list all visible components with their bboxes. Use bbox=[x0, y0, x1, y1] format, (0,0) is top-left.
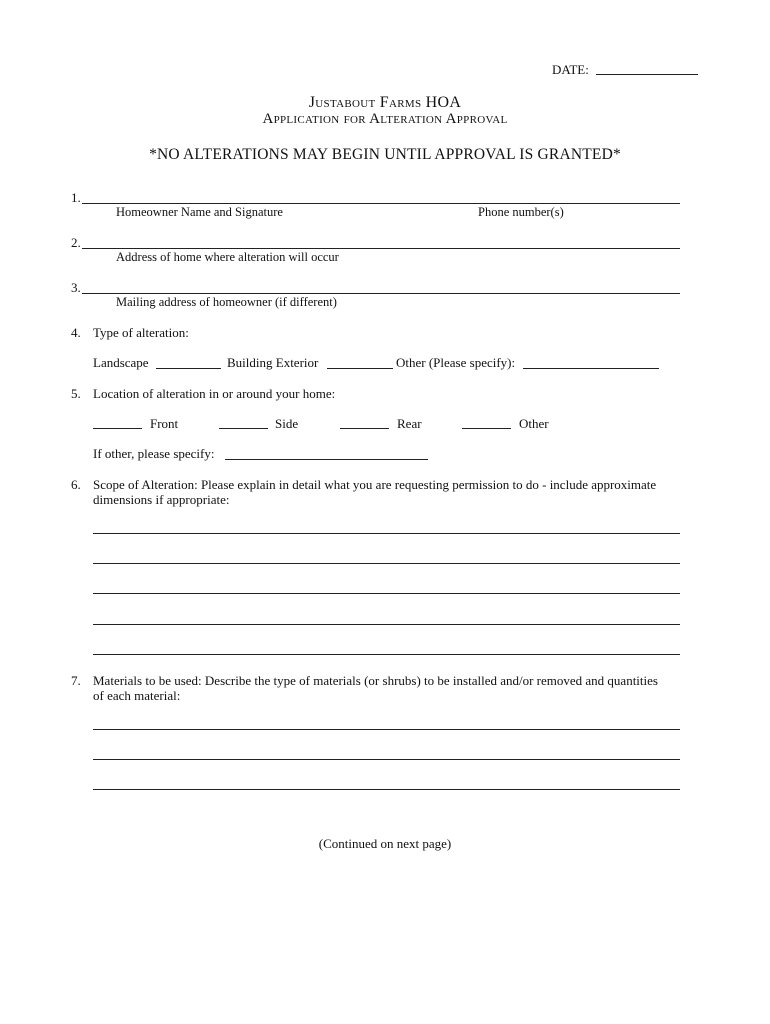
scope-field-line-5[interactable] bbox=[93, 654, 680, 655]
specify-other-field[interactable] bbox=[225, 459, 428, 460]
materials-field-line-1[interactable] bbox=[93, 729, 680, 730]
q4-label: Type of alteration: bbox=[93, 325, 189, 340]
side-option-label: Side bbox=[275, 416, 299, 431]
q5-number: 5. bbox=[71, 386, 81, 401]
landscape-field[interactable] bbox=[156, 368, 221, 369]
approval-warning: *NO ALTERATIONS MAY BEGIN UNTIL APPROVAL IS GRANTED* bbox=[149, 146, 621, 163]
q6-label-line1: Scope of Alteration: Please explain in detail what you are requesting permission to do - include approximate bbox=[93, 477, 657, 492]
scope-field-line-2[interactable] bbox=[93, 563, 680, 564]
building-exterior-option-label: Building Exterior bbox=[227, 355, 319, 370]
scope-field-line-4[interactable] bbox=[93, 624, 680, 625]
q6-label-line2: dimensions if appropriate: bbox=[93, 492, 230, 507]
q4-number: 4. bbox=[71, 325, 81, 340]
mailing-address-caption: Mailing address of homeowner (if different) bbox=[116, 295, 337, 309]
front-option-label: Front bbox=[150, 416, 179, 431]
date-label: DATE: bbox=[552, 62, 589, 77]
materials-field-line-3[interactable] bbox=[93, 789, 680, 790]
building-exterior-field[interactable] bbox=[327, 368, 393, 369]
rear-field[interactable] bbox=[340, 428, 389, 429]
q7-label-line1: Materials to be used: Describe the type of materials (or shrubs) to be installed and/or removed and quantities bbox=[93, 673, 658, 688]
front-field[interactable] bbox=[93, 428, 142, 429]
phone-caption: Phone number(s) bbox=[478, 205, 564, 219]
homeowner-name-caption: Homeowner Name and Signature bbox=[116, 205, 283, 219]
other-type-field[interactable] bbox=[523, 368, 659, 369]
other-location-field[interactable] bbox=[462, 428, 511, 429]
side-field[interactable] bbox=[219, 428, 268, 429]
form-subtitle: Application for Alteration Approval bbox=[262, 111, 508, 127]
field-1-number: 1. bbox=[71, 190, 81, 205]
continued-note: (Continued on next page) bbox=[318, 836, 452, 851]
alteration-address-field[interactable] bbox=[82, 248, 680, 249]
alteration-address-caption: Address of home where alteration will occur bbox=[116, 250, 339, 264]
homeowner-name-phone-field[interactable] bbox=[82, 203, 680, 204]
form-title: Justabout Farms HOA bbox=[308, 94, 462, 111]
q7-label-line2: of each material: bbox=[93, 688, 181, 703]
scope-field-line-3[interactable] bbox=[93, 593, 680, 594]
other-location-option-label: Other bbox=[519, 416, 549, 431]
field-2-number: 2. bbox=[71, 235, 81, 250]
other-type-label: Other (Please specify): bbox=[396, 355, 516, 370]
q7-number: 7. bbox=[71, 673, 81, 688]
q5-label: Location of alteration in or around your home: bbox=[93, 386, 336, 401]
mailing-address-field[interactable] bbox=[82, 293, 680, 294]
rear-option-label: Rear bbox=[397, 416, 422, 431]
q6-number: 6. bbox=[71, 477, 81, 492]
field-3-number: 3. bbox=[71, 280, 81, 295]
date-field[interactable] bbox=[596, 74, 698, 75]
scope-field-line-1[interactable] bbox=[93, 533, 680, 534]
specify-other-label: If other, please specify: bbox=[93, 446, 215, 461]
landscape-option-label: Landscape bbox=[93, 355, 149, 370]
materials-field-line-2[interactable] bbox=[93, 759, 680, 760]
